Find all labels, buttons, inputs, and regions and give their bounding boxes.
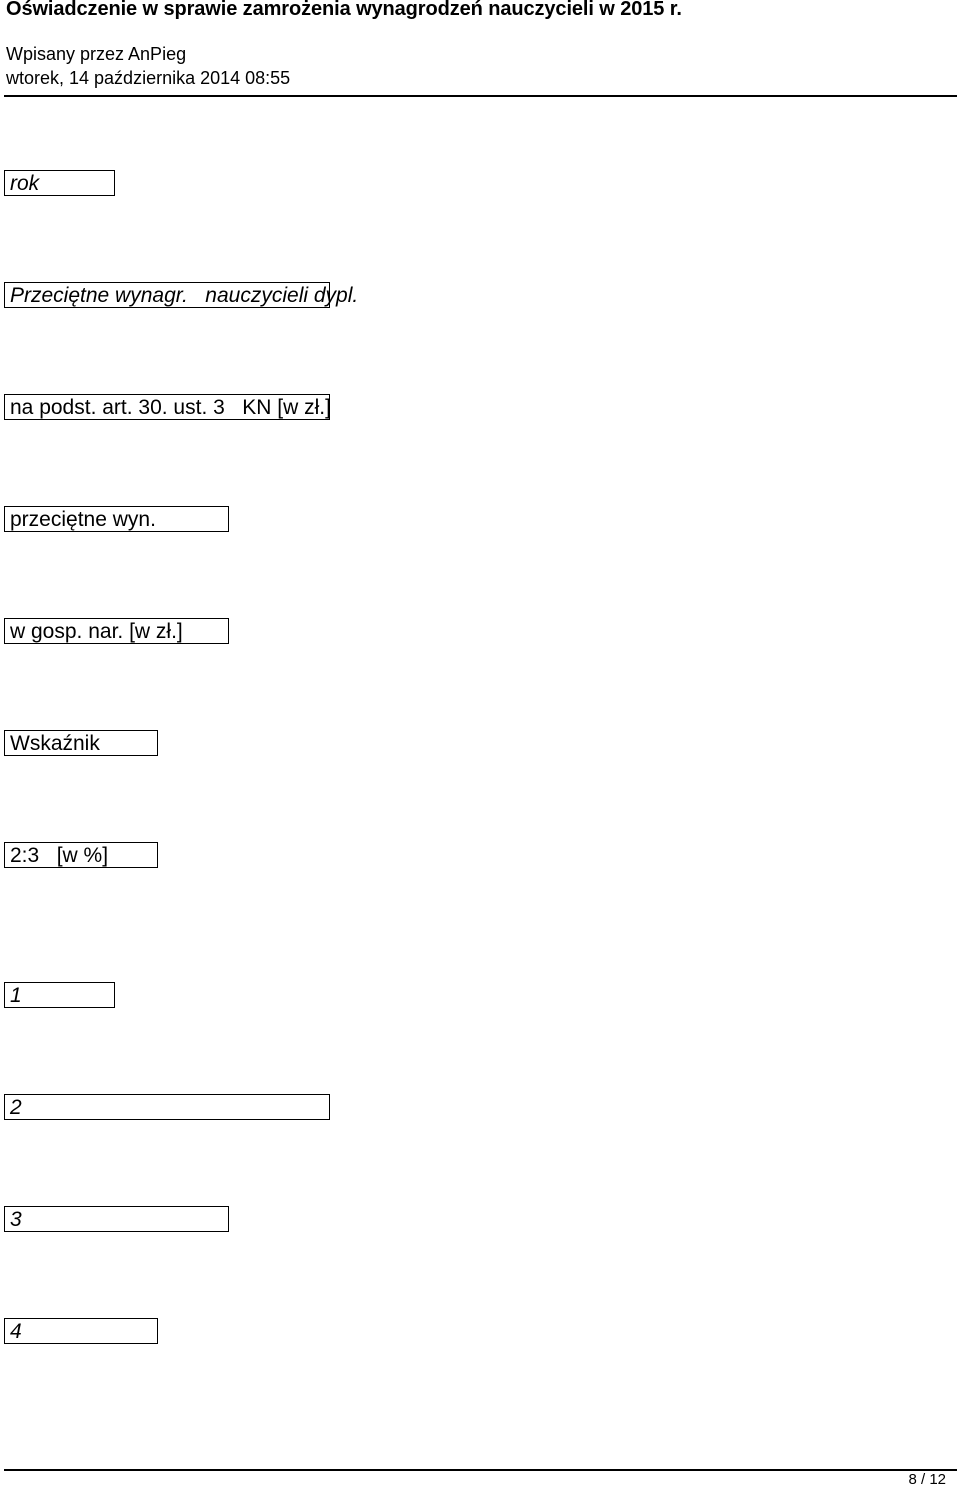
cell-box-col-2 [4, 1094, 330, 1120]
cell-text-col-3: 3 [10, 1208, 22, 1231]
page-number: 8 / 12 [908, 1471, 946, 1488]
cell-text-rok: rok [10, 172, 40, 195]
header-divider [4, 95, 957, 97]
author-line: Wpisany przez AnPieg [6, 44, 187, 64]
cell-text-national-economy: w gosp. nar. [w zł.] [10, 620, 183, 643]
cell-text-col-4: 4 [10, 1320, 22, 1343]
cell-text-avg-salary: przeciętne wyn. [10, 508, 156, 531]
cell-text-col-1: 1 [10, 984, 22, 1007]
cell-text-legal-basis: na podst. art. 30. ust. 3 KN [w zł.] [10, 396, 331, 419]
cell-text-ratio: 2:3 [w %] [10, 844, 109, 867]
footer-divider [4, 1469, 957, 1471]
document-title: Oświadczenie w sprawie zamrożenia wynagrodzeń nauczycieli w 2015 r. [6, 0, 682, 20]
cell-box-col-3 [4, 1206, 229, 1232]
date-line: wtorek, 14 października 2014 08:55 [6, 68, 291, 88]
cell-text-indicator: Wskaźnik [10, 732, 100, 755]
cell-text-col-2: 2 [10, 1096, 22, 1119]
cell-text-avg-teacher-salary: Przeciętne wynagr. nauczycieli dypl. [10, 284, 359, 307]
cell-box-col-4 [4, 1318, 158, 1344]
